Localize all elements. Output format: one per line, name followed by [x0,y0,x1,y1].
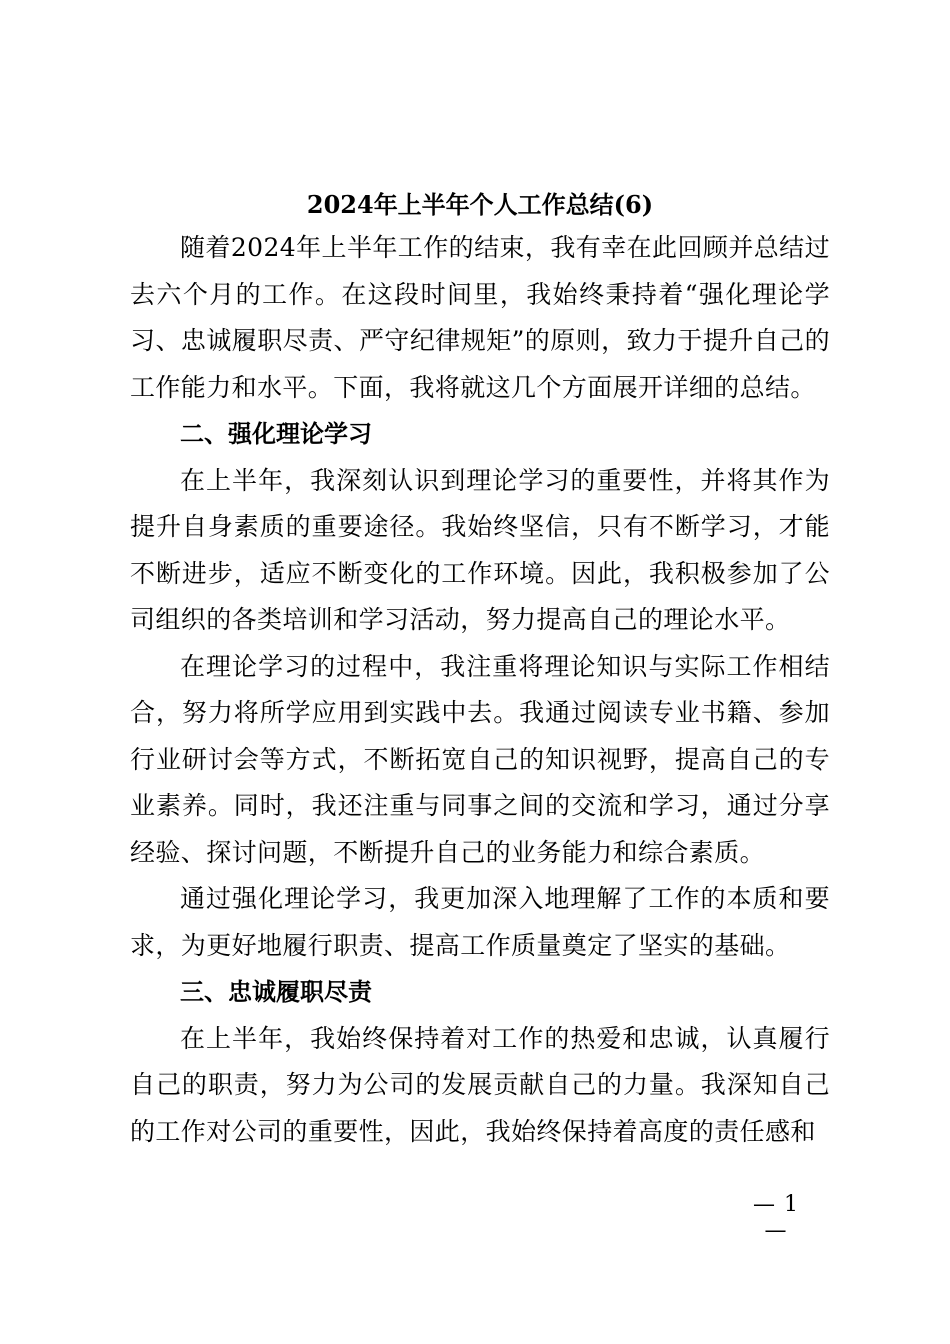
page-number: — 1 — [753,1192,799,1243]
section-heading-theory-study: 二、强化理论学习 [180,420,372,448]
body-paragraph: 在理论学习的过程中，我注重将理论知识与实际工作相结合，努力将所学应用到实践中去。我通过阅读专业书籍、参加行业研讨会等方式，不断拓宽自己的知识视野，提高自己的专业素养。同时，我还注重与同事之间的交流和学习，通过分享经验、探讨问题，不断提升自己的业务能力和综合素质。 [130,651,830,867]
document-body [130,185,830,1155]
body-paragraph: 在上半年，我深刻认识到理论学习的重要性，并将其作为提升自身素质的重要途径。我始终坚信，只有不断学习，才能不断进步，适应不断变化的工作环境。因此，我积极参加了公司组织的各类培训和学习活动，努力提高自己的理论水平。 [130,465,830,634]
intro-paragraph: 随着2024年上半年工作的结束，我有幸在此回顾并总结过去六个月的工作。在这段时间里，我始终秉持着“强化理论学习、忠诚履职尽责、严守纪律规矩”的原则，致力于提升自己的工作能力和水平。下面，我将就这几个方面展开详细的总结。 [130,233,830,402]
body-paragraph: 在上半年，我始终保持着对工作的热爱和忠诚，认真履行自己的职责，努力为公司的发展贡献自己的力量。我深知自己的工作对公司的重要性，因此，我始终保持着高度的责任感和 [130,1023,830,1146]
section-heading-duty: 三、忠诚履职尽责 [180,978,372,1006]
body-paragraph: 通过强化理论学习，我更加深入地理解了工作的本质和要求，为更好地履行职责、提高工作质量奠定了坚实的基础。 [130,884,830,960]
document-title: 2024年上半年个人工作总结(6) [306,190,654,219]
